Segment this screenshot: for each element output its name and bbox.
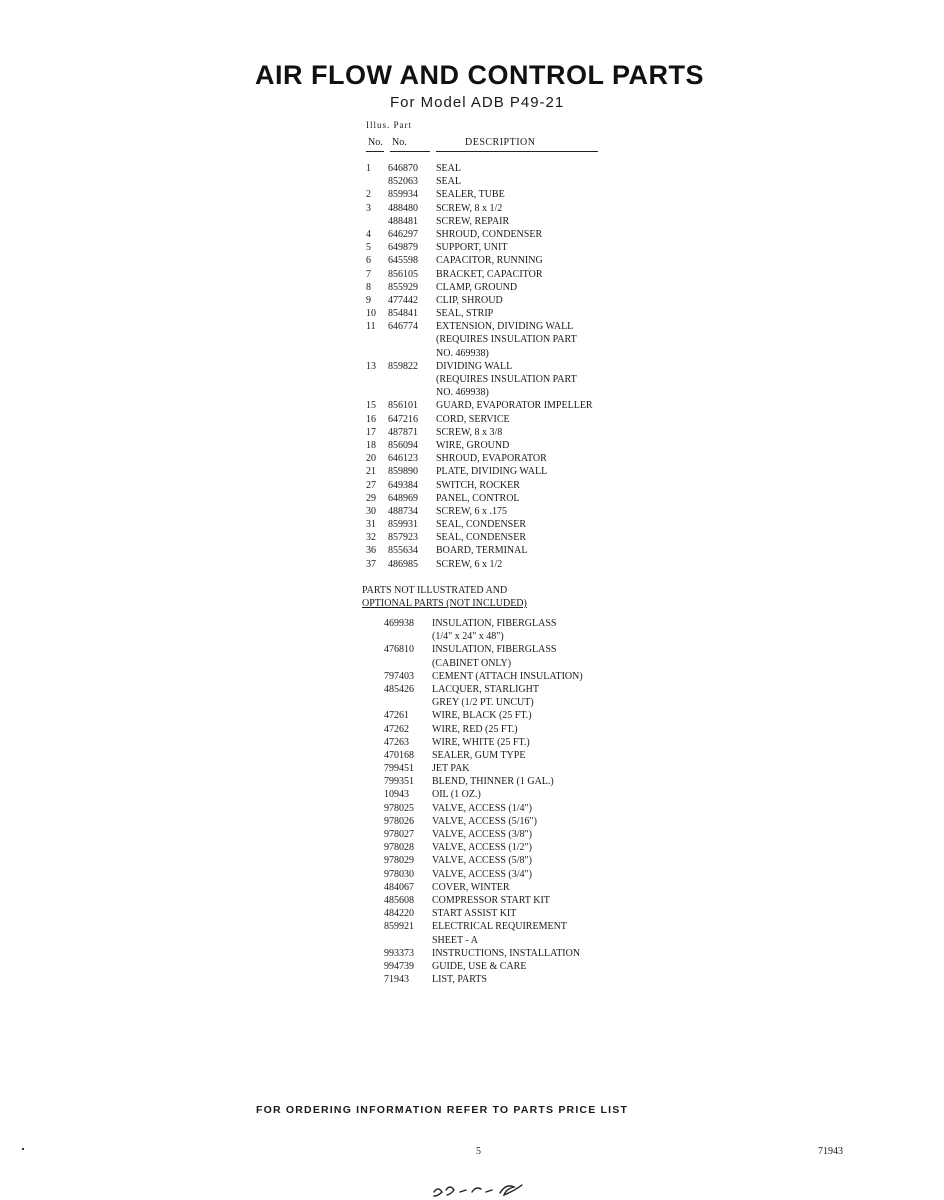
table-row [0, 188, 944, 201]
illus-no: 6 [366, 255, 371, 267]
part-no: 859921 [384, 921, 414, 933]
part-no: 485608 [384, 894, 414, 906]
list-item [0, 802, 944, 815]
part-description: LACQUER, STARLIGHT [432, 683, 539, 695]
list-item [0, 973, 944, 986]
list-item [0, 630, 944, 643]
part-description: WIRE, WHITE (25 FT.) [432, 736, 530, 748]
table-row [0, 175, 944, 188]
part-no: 487871 [388, 426, 418, 438]
table-row [0, 452, 944, 465]
part-no: 978029 [384, 855, 414, 867]
illus-no: 1 [366, 163, 371, 174]
part-no: 488480 [388, 202, 418, 214]
part-no: 645598 [388, 255, 418, 267]
part-no: 855634 [388, 545, 418, 557]
part-description: (CABINET ONLY) [432, 657, 512, 669]
list-item [0, 683, 944, 696]
list-item [0, 670, 944, 683]
list-item [0, 841, 944, 854]
part-no: 71943 [384, 974, 409, 986]
table-row [0, 386, 944, 399]
part-description: GUARD, EVAPORATOR IMPELLER [436, 400, 593, 412]
part-no: 856094 [388, 439, 418, 451]
parts-table [0, 162, 944, 571]
part-description: INSULATION, FIBERGLASS [432, 644, 557, 656]
part-no: 797403 [384, 670, 414, 682]
illus-no: 18 [366, 439, 376, 451]
part-description: START ASSIST KIT [432, 908, 517, 920]
document-code: 71943 [818, 1146, 843, 1157]
list-item [0, 907, 944, 920]
part-no: 647216 [388, 413, 418, 425]
part-description: WIRE, RED (25 FT.) [432, 723, 518, 735]
table-row [0, 360, 944, 373]
table-row [0, 294, 944, 307]
list-item [0, 617, 944, 630]
illus-no: 16 [366, 413, 376, 425]
list-item [0, 696, 944, 709]
part-description: ELECTRICAL REQUIREMENT [432, 921, 567, 933]
table-row [0, 215, 944, 228]
part-description: SCREW, 6 x 1/2 [436, 558, 503, 570]
part-description: VALVE, ACCESS (1/4") [432, 802, 532, 814]
part-description: (1/4" x 24" x 48") [432, 631, 504, 643]
table-row [0, 492, 944, 505]
part-no: 854841 [388, 308, 418, 320]
part-no: 486985 [388, 558, 418, 570]
part-no: 978028 [384, 842, 414, 854]
part-description: GREY (1/2 PT. UNCUT) [432, 697, 534, 709]
table-row [0, 320, 944, 333]
page-title: AIR FLOW AND CONTROL PARTS [255, 60, 704, 90]
list-item [0, 960, 944, 973]
part-no: 47262 [384, 723, 409, 735]
table-row [0, 268, 944, 281]
part-description: SEAL [436, 176, 461, 188]
table-row [0, 399, 944, 412]
list-item [0, 828, 944, 841]
part-description: VALVE, ACCESS (5/16") [432, 815, 537, 827]
part-no: 646123 [388, 453, 418, 465]
part-no: 993373 [384, 947, 414, 959]
table-row [0, 518, 944, 531]
part-description: SEAL, CONDENSER [436, 532, 527, 544]
part-description: LIST, PARTS [432, 974, 487, 986]
table-row [0, 426, 944, 439]
handwritten-mark-icon [430, 1178, 550, 1200]
part-no: 477442 [388, 294, 418, 306]
part-description: (REQUIRES INSULATION PART [436, 374, 577, 385]
part-no: 859934 [388, 189, 418, 201]
list-item [0, 788, 944, 801]
header-underline [436, 151, 598, 152]
part-description: VALVE, ACCESS (5/8") [432, 855, 532, 867]
part-description: BLEND, THINNER (1 GAL.) [432, 776, 554, 788]
scan-speck [22, 1148, 24, 1150]
part-description: EXTENSION, DIVIDING WALL [436, 321, 574, 333]
table-row [0, 241, 944, 254]
part-description: VALVE, ACCESS (3/4") [432, 868, 532, 880]
table-row [0, 281, 944, 294]
part-description: SHROUD, CONDENSER [436, 228, 543, 240]
list-item [0, 934, 944, 947]
header-illus-part-label: Illus. Part [366, 120, 412, 130]
part-no: 856105 [388, 268, 418, 280]
part-description: (REQUIRES INSULATION PART [436, 334, 577, 346]
table-row [0, 413, 944, 426]
part-description: NO. 469938) [436, 387, 489, 399]
table-row [0, 439, 944, 452]
part-description: GUIDE, USE & CARE [432, 960, 527, 972]
table-row [0, 307, 944, 320]
part-no: 978027 [384, 829, 414, 840]
part-description: VALVE, ACCESS (1/2") [432, 842, 532, 854]
part-no: 799351 [384, 776, 414, 788]
list-item [0, 709, 944, 722]
illus-no: 8 [366, 281, 371, 293]
part-no: 859931 [388, 519, 418, 531]
part-description: SEAL [436, 163, 461, 174]
list-item [0, 868, 944, 881]
page-number: 5 [476, 1146, 481, 1157]
part-no: 646297 [388, 228, 418, 240]
list-item [0, 723, 944, 736]
part-description: INSULATION, FIBERGLASS [432, 618, 557, 629]
part-no: 47263 [384, 736, 409, 748]
header-description: DESCRIPTION [465, 137, 536, 148]
part-description: SEALER, TUBE [436, 189, 505, 201]
illus-no: 37 [366, 558, 376, 570]
part-no: 485426 [384, 683, 414, 695]
part-description: WIRE, GROUND [436, 439, 510, 451]
part-no: 646774 [388, 321, 418, 333]
header-part-no: No. [392, 137, 407, 148]
part-description: SUPPORT, UNIT [436, 242, 508, 254]
part-description: BOARD, TERMINAL [436, 545, 528, 557]
part-no: 649879 [388, 242, 418, 254]
part-no: 10943 [384, 789, 409, 801]
model-subtitle: For Model ADB P49-21 [390, 94, 565, 111]
part-no: 646870 [388, 163, 418, 174]
illus-no: 10 [366, 308, 376, 320]
table-row [0, 202, 944, 215]
illus-no: 13 [366, 360, 376, 372]
part-description: NO. 469938) [436, 347, 489, 359]
part-description: BRACKET, CAPACITOR [436, 268, 543, 280]
table-row [0, 228, 944, 241]
part-description: CLAMP, GROUND [436, 281, 518, 293]
illus-no: 3 [366, 202, 371, 214]
list-item [0, 920, 944, 933]
part-description: JET PAK [432, 763, 470, 775]
header-underline [390, 151, 430, 152]
illus-no: 36 [366, 545, 376, 557]
list-item [0, 894, 944, 907]
list-item [0, 854, 944, 867]
part-no: 859822 [388, 360, 418, 372]
part-no: 469938 [384, 618, 414, 629]
part-no: 648969 [388, 492, 418, 504]
table-row [0, 333, 944, 346]
illus-no: 21 [366, 466, 376, 478]
table-row [0, 162, 944, 175]
table-row [0, 465, 944, 478]
part-description: SEAL, CONDENSER [436, 519, 527, 531]
illus-no: 4 [366, 228, 371, 240]
part-description: SWITCH, ROCKER [436, 479, 520, 491]
list-item [0, 749, 944, 762]
part-no: 488734 [388, 505, 418, 517]
header-illus-no: No. [368, 137, 383, 148]
optional-parts-heading-line1: PARTS NOT ILLUSTRATED AND [362, 585, 508, 596]
part-description: SHROUD, EVAPORATOR [436, 453, 547, 465]
part-no: 857923 [388, 532, 418, 544]
part-no: 488481 [388, 215, 418, 227]
part-description: SCREW, REPAIR [436, 215, 510, 227]
table-row [0, 558, 944, 571]
part-description: SCREW, 6 x .175 [436, 505, 508, 517]
header-underline [366, 151, 384, 152]
table-row [0, 373, 944, 386]
part-description: CLIP, SHROUD [436, 294, 503, 306]
illus-no: 2 [366, 189, 371, 201]
illus-no: 29 [366, 492, 376, 504]
list-item [0, 736, 944, 749]
part-description: SEALER, GUM TYPE [432, 749, 526, 761]
illus-no: 9 [366, 294, 371, 306]
part-description: COVER, WINTER [432, 881, 510, 893]
part-description: INSTRUCTIONS, INSTALLATION [432, 947, 581, 959]
part-description: CORD, SERVICE [436, 413, 510, 425]
illus-no: 31 [366, 519, 376, 531]
part-no: 47261 [384, 710, 409, 722]
part-no: 856101 [388, 400, 418, 412]
part-no: 799451 [384, 763, 414, 775]
illus-no: 7 [366, 268, 371, 280]
part-no: 476810 [384, 644, 414, 656]
table-row [0, 347, 944, 360]
part-description: PLATE, DIVIDING WALL [436, 466, 548, 478]
part-description: PANEL, CONTROL [436, 492, 520, 504]
part-no: 855929 [388, 281, 418, 293]
part-no: 852063 [388, 176, 418, 188]
part-no: 649384 [388, 479, 418, 491]
optional-parts-heading [362, 584, 527, 610]
illus-no: 27 [366, 479, 376, 491]
list-item [0, 775, 944, 788]
illus-no: 20 [366, 453, 376, 465]
list-item [0, 643, 944, 656]
optional-parts-table [0, 617, 944, 986]
illus-no: 32 [366, 532, 376, 544]
list-item [0, 657, 944, 670]
part-description: SEAL, STRIP [436, 308, 494, 320]
part-no: 994739 [384, 960, 414, 972]
part-description: VALVE, ACCESS (3/8") [432, 829, 532, 840]
part-description: CEMENT (ATTACH INSULATION) [432, 670, 583, 682]
part-description: SCREW, 8 x 1/2 [436, 202, 503, 214]
part-no: 978030 [384, 868, 414, 880]
list-item [0, 815, 944, 828]
table-row [0, 479, 944, 492]
part-no: 978025 [384, 802, 414, 814]
table-row [0, 505, 944, 518]
list-item [0, 947, 944, 960]
list-item [0, 881, 944, 894]
table-row [0, 544, 944, 557]
illus-no: 5 [366, 242, 371, 254]
part-description: DIVIDING WALL [436, 360, 513, 372]
table-row [0, 254, 944, 267]
part-description: WIRE, BLACK (25 FT.) [432, 710, 532, 722]
part-no: 978026 [384, 815, 414, 827]
part-no: 484220 [384, 908, 414, 920]
part-description: SCREW, 8 x 3/8 [436, 426, 503, 438]
illus-no: 17 [366, 426, 376, 438]
table-row [0, 531, 944, 544]
ordering-footer: FOR ORDERING INFORMATION REFER TO PARTS PRICE LIST [256, 1104, 629, 1116]
part-no: 470168 [384, 749, 414, 761]
optional-parts-heading-line2: OPTIONAL PARTS (NOT INCLUDED) [362, 598, 527, 609]
illus-no: 11 [366, 321, 376, 333]
part-description: OIL (1 OZ.) [432, 789, 481, 801]
illus-no: 30 [366, 505, 376, 517]
part-no: 859890 [388, 466, 418, 478]
part-no: 484067 [384, 881, 414, 893]
illus-no: 15 [366, 400, 376, 412]
part-description: SHEET - A [432, 934, 478, 946]
part-description: CAPACITOR, RUNNING [436, 255, 543, 267]
list-item [0, 762, 944, 775]
part-description: COMPRESSOR START KIT [432, 894, 550, 906]
